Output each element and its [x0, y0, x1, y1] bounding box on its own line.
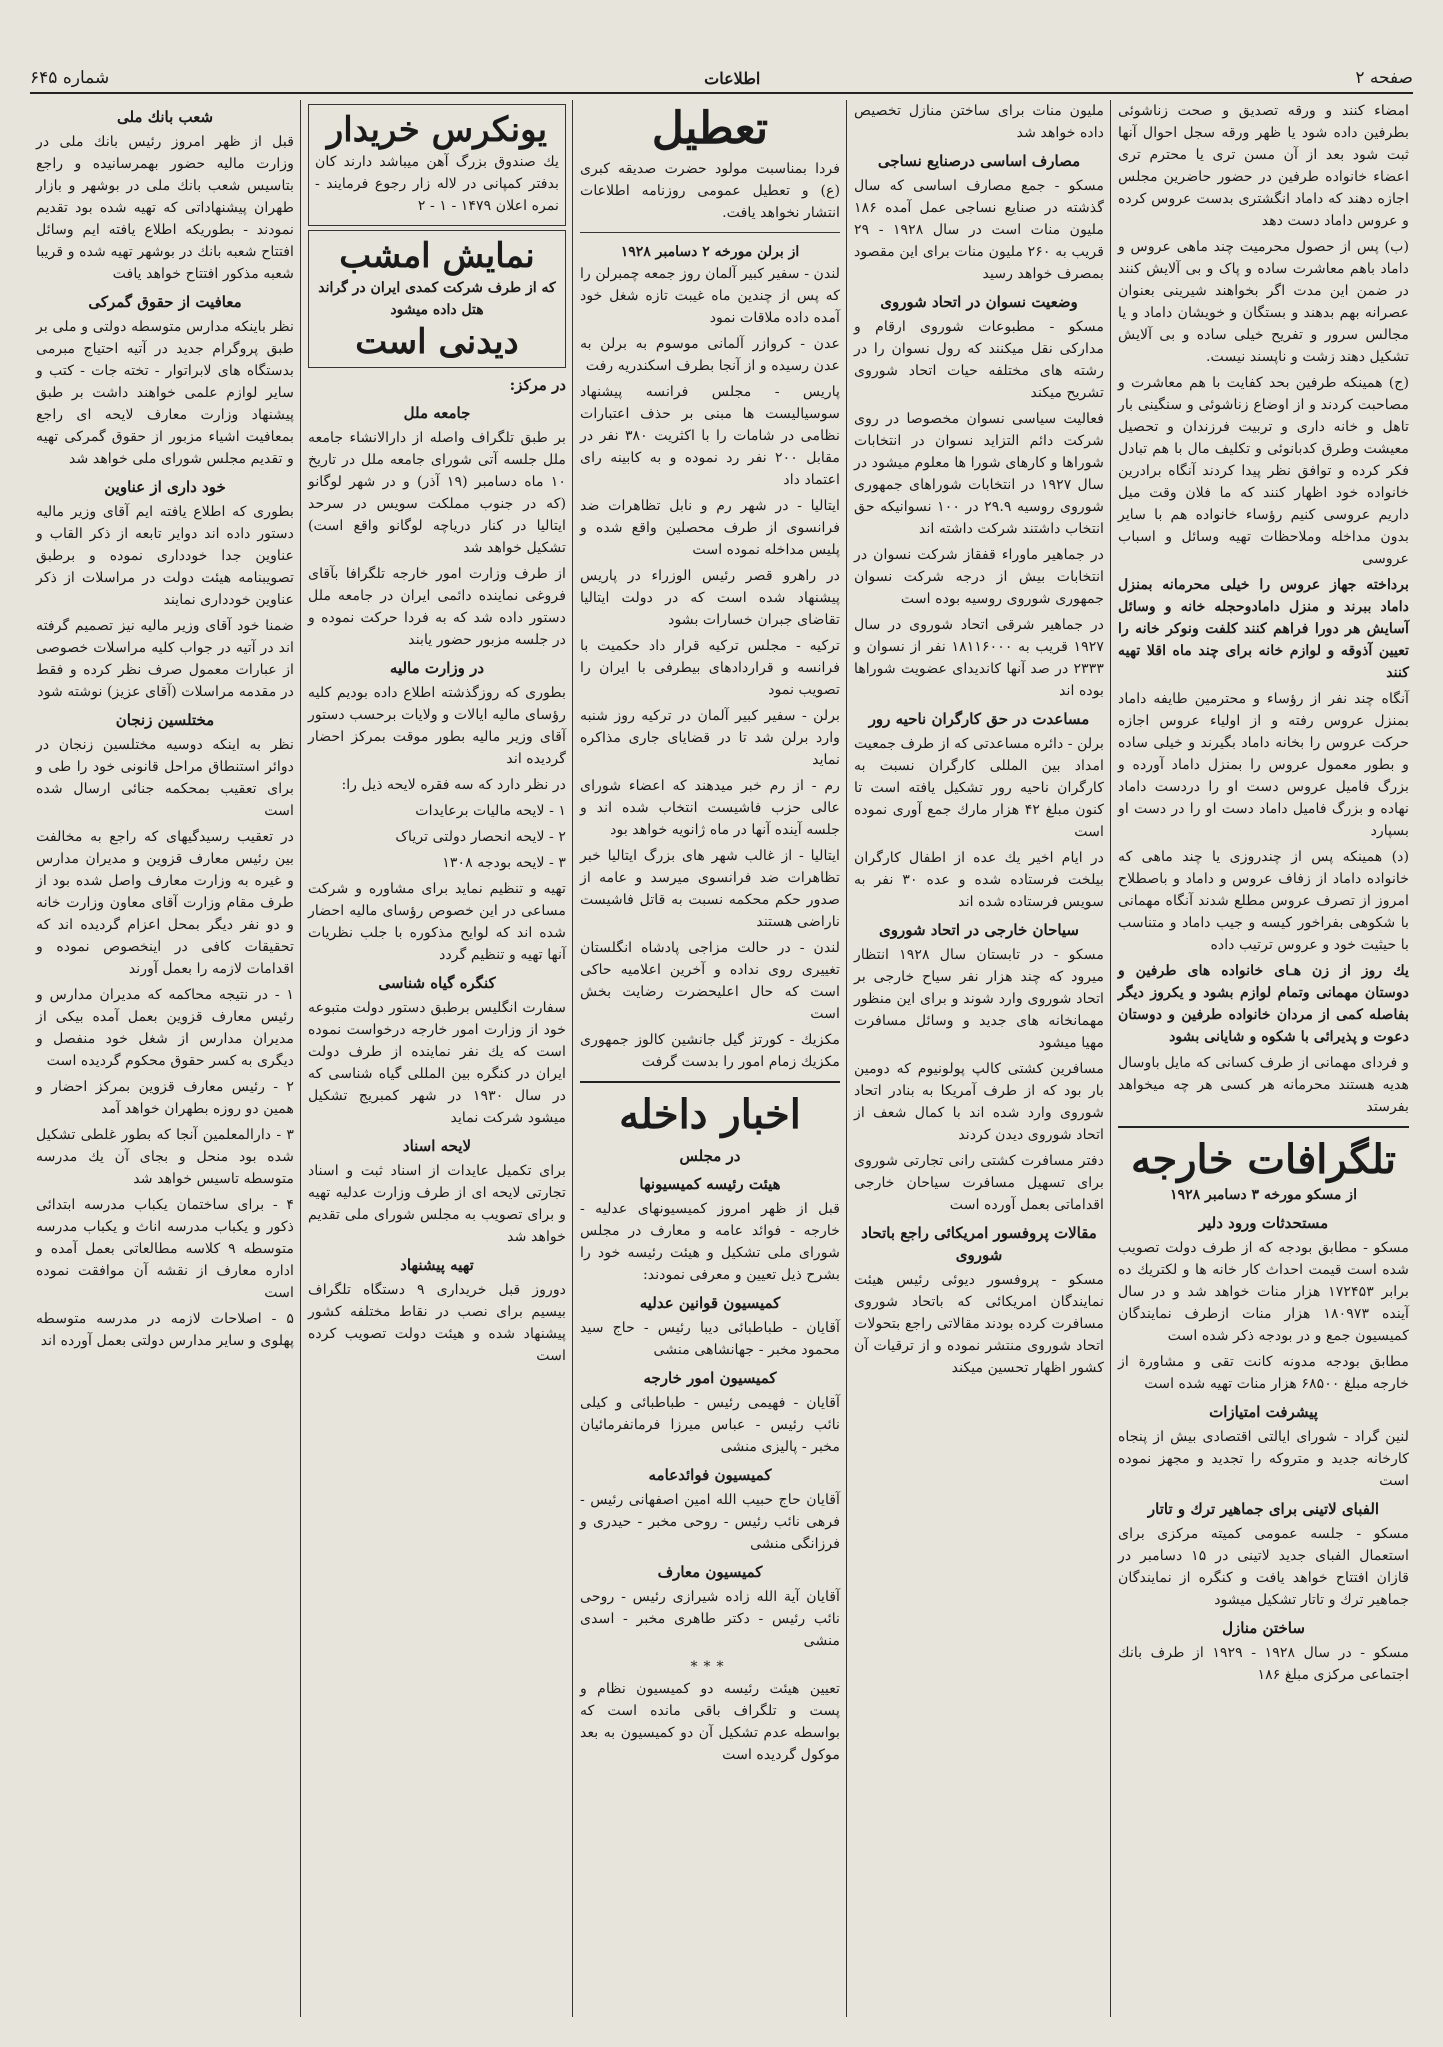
issue-number: شماره ۶۴۵	[30, 68, 110, 88]
article-paragraph: و فردای مهمانی از طرف کسانی که مایل باوسال هدیه هستند محرمانه هر کسی هر چه میخواهد بفرستد	[1118, 1055, 1409, 1115]
article-paragraph: ایتالیا - در شهر رم و نابل تظاهرات ضد فرانسوی از طرف محصلین واقع شده و پلیس مداخله نموده است	[580, 498, 840, 558]
article-paragraph: بطوری که اطلاع یافته ایم آقای وزیر مالیه دستور داده اند دوایر تابعه از ذکر القاب و عناوین جدا خودداری نموده و برطبق تصویبنامه هیئت دولت در مراسلات از ذکر عناوین خودداری نمایند	[36, 504, 294, 608]
article-heading: هیئت رئیسه کمیسیونها	[639, 1175, 781, 1193]
article-paragraph: لندن - سفیر کبیر آلمان روز جمعه چمبرلن را که پس از چندین ماه غیبت تازه شغل خود آمده داده ملاقات نمود	[580, 266, 840, 326]
section-divider	[1118, 1126, 1409, 1128]
article-paragraph: مسکو - در تابستان سال ۱۹۲۸ انتظار میرود که چند هزار نفر سیاح خارجی بر اتحاد شوروی وارد شوند و برای این منظور مهمانخانه های جدید و وسائل مسافرت مهیا میشود	[854, 947, 1104, 1051]
article-paragraph: نظر به اینکه دوسیه مختلسین زنجان در دوائر استنطاق مراحل قانونی خود را طی و برای تعقیب بمحکمه جنائی ارسال شده است	[36, 737, 294, 819]
article-paragraph: مسکو - جمع مصارف اساسی که سال گذشته در صنایع نساجی عمل آمده ۱۸۶ ملیون منات است در سال ۱۹۲۸ - ۲۹ قریب به ۲۶۰ ملیون منات برای این مقصود بمصرف خواهد رسید	[854, 178, 1104, 282]
article-paragraph: در تعقیب رسیدگیهای که راجع به مخالفت بین رئیس معارف قزوین و مدیران مدارس و غیره به وزارت معارف واصل شده بود از طرف مقام وزارت آقای معاون وزارت خانه و دو نفر دیگر بمحل اعزام گردیده اند که تحقیقات کافی در اینخصوص نموده و اقدامات لازمه را بعمل آورند	[36, 829, 294, 977]
dateline: از برلن مورخه ۲ دسامبر ۱۹۲۸	[620, 244, 800, 260]
article-paragraph: (ب) پس از حصول محرمیت چند ماهی عروس و داماد باهم معاشرت ساده و پاک و بی آلایش کنند در ضمن این مدت اگر بخواهند شیرینی بعنوان عصرانه بهم بدهند و بستگان و خویشان داماد و یا مجالس سرور و تفریح خیلی ساده و بی آلایش تشکیل دهند زشت و ناپسند نیست.	[1118, 239, 1409, 365]
article-heading: کنگره گیاه شناسی	[378, 974, 496, 992]
page-number: صفحه ۲	[1355, 68, 1413, 88]
column-rule	[300, 100, 301, 2017]
list-item: ۱ - در نتیجه محاکمه که مدیران مدارس و رئیس معارف قزوین بعمل آمده بیکی از مدیران مدارس از شغل خود منفصل و دیگری به کسر حقوق محکوم گردیده است	[36, 987, 294, 1069]
article-paragraph: در جماهیر ماوراء قفقاز شرکت نسوان در انتخابات بیش از درجه شرکت نسوان جمهوری شوروی روسیه بوده است	[854, 547, 1104, 607]
dateline: از مسکو مورخه ۳ دسامبر ۱۹۲۸	[1170, 1187, 1357, 1203]
article-heading: مصارف اساسی درصنایع نساجی	[877, 152, 1081, 170]
article-paragraph: برلن - دائره مساعدتی که از طرف جمعیت امداد بین المللی کارگران نسبت به کارگران ناحیه رور تشکیل یافته است تا کنون مبلغ ۴۲ هزار مارك جمع آوری نموده است	[853, 736, 1105, 840]
column-5	[30, 100, 300, 2017]
closure-title: تعطیل	[651, 103, 769, 154]
article-paragraph: آقایان آیة الله زاده شیرازی رئیس - روحی نائب رئیس - دکتر طاهری مخبر - اسدی منشی	[580, 1589, 840, 1649]
article-paragraph: در راهرو قصر رئیس الوزراء در پاریس پیشنهاد شده است که در دولت ایتالیا تقاضای جبران خسارات بشود	[580, 568, 840, 628]
article-heading: ساختن منازل	[1222, 1619, 1305, 1637]
article-paragraph: در ایام اخیر یك عده از اطفال کارگران بیلخت فرستاده شده و عده ۳۰ نفر به سویس فرستاده شده اند	[854, 850, 1104, 910]
article-heading: وضعیت نسوان در اتحاد شوروی	[880, 293, 1078, 311]
list-item: ۳ - لایحه بودجه ۱۳۰۸	[442, 855, 566, 871]
article-paragraph: در نظر دارد که سه فقره لایحه ذیل را:	[341, 777, 566, 793]
article-heading: معافیت از حقوق گمرکی	[88, 293, 242, 311]
article-heading: تهیه پیشنهاد	[400, 1256, 474, 1274]
article-heading: مقالات پروفسور امریکائی راجع باتحاد شوروی	[861, 1224, 1097, 1264]
article-paragraph: سفارت انگلیس برطبق دستور دولت متبوعه خود از وزارت امور خارجه درخواست نموده است که یك نفر نماینده از طرف دولت ایران در کنگره بین المللی گیاه شناسی که در سال ۱۹۳۰ در شهر کمبریج تشکیل میشود شرکت نماید	[308, 1000, 566, 1126]
article-heading: مستحدثات ورود دلیر	[1198, 1214, 1329, 1232]
section-divider	[580, 1081, 840, 1083]
article-heading: سیاحان خارجی در اتحاد شوروی	[878, 921, 1080, 939]
article-paragraph: تهیه و تنظیم نماید برای مشاوره و شرکت مساعی در این خصوص رؤسای مالیه احضار شده اند که لوایح مذکوره با جلب نظریات آنها تهیه و تنظیم گردد	[308, 881, 566, 963]
ad-title: یونکرس خریدار	[326, 110, 548, 150]
article-heading: کمیسیون امور خارجه	[643, 1369, 777, 1387]
article-paragraph: مسکو - مطابق بودجه که از طرف دولت تصویب شده است قیمت احداث کار خانه ها و لکتریك ده برابر ۱۷۲۴۵۳ هزار منات خواهد شد و در سال آینده ۱۸۰۹۷۳ هزار منات ازطرف نمایندگان کمیسیون جمع و در بودجه ذکر شده است	[1118, 1240, 1410, 1344]
list-item: ۱ - لایحه مالیات برعایدات	[415, 803, 566, 819]
article-paragraph: دفتر مسافرت کشتی رانی تجارتی شوروی برای تسهیل مسافرت سیاحان خارجی اقداماتی بعمل آورده است	[854, 1153, 1104, 1213]
article-paragraph: رم - از رم خبر میدهند که اعضاء شورای عالی حزب فاشیست انتخاب شده اند و جلسه آینده آنها در ماه ژانویه خواهد بود	[580, 778, 840, 838]
domestic-news-title: اخبار داخله	[619, 1091, 801, 1138]
article-heading: مساعدت در حق کارگران ناحیه رور	[868, 710, 1090, 728]
column-1	[1112, 100, 1415, 2017]
list-item: ۵ - اصلاحات لازمه در مدرسه متوسطه پهلوی و سایر مدارس دولتی بعمل آورده اند	[36, 1311, 294, 1349]
column-3	[574, 100, 846, 2017]
list-item: ۴ - برای ساختمان یکباب مدرسه ابتدائی ذکور و یکباب مدرسه اناث و یکباب مدرسه متوسطه ۹ کلاسه مطالعاتی بعمل آمده و اداره معارف از نقشه آن موافقت نموده است	[36, 1197, 294, 1301]
article-paragraph: بر طبق تلگراف واصله از دارالانشاء جامعه ملل جلسه آتی شورای جامعه ملل در تاریخ ۱۰ ماه دسامبر (۱۹ آذر) و در شهر لوگانو (که در جنوب مملکت سویس در سرحد ایتالیا در کنار دریاچه لوگانو واقع است) تشکیل خواهد شد	[308, 430, 566, 556]
article-paragraph-bold: یك روز از زن هـای خانواده های طرفین و دوستان مهمانی وتمام لوازم بشود و یکروز دیگر بفاصله کمی از مردان خانواده طرفین و دوستان دعوت و پذیرائی با شکوه و شایانی بشود	[1118, 963, 1409, 1045]
article-paragraph: ترکیه - مجلس ترکیه قرار داد حکمیت با فرانسه و قراردادهای بیطرفی با ایران را تصویب نمود	[580, 638, 840, 698]
article-paragraph: (د) همینکه پس از چندروزی یا چند ماهی که خانواده داماد از زفاف عروس و داماد و باصطلاح امروز از تصرف عروس مطلع شدند آنگاه مهمانی با شکوهی بفراخور کیسه و جیب داماد و متناسب با حیثیت خود و عروس ترتیب داده	[1118, 849, 1409, 953]
article-paragraph: فعالیت سیاسی نسوان مخصوصا در روی شرکت دائم التزاید نسوان در انتخابات شوراها و کارهای شورا ها معلوم میشود در سال ۱۹۲۷ در انتخابات شوراهای جمهوری شوروی روسیه ۲۹.۹ در ۱۰۰ نسوانیکه حق انتخاب داشتند شرکت داشته اند	[854, 411, 1104, 537]
section-label: در مرکز:	[509, 376, 566, 394]
list-item: ۲ - لایحه انحصار دولتی تریاک	[395, 829, 566, 845]
article-paragraph: لندن - در حالت مزاجی پادشاه انگلستان تغییری روی نداده و آخرین اعلامیه حاکی است که حال اعلیحضرت رضایت بخش است	[580, 940, 840, 1022]
article-paragraph: آقایان - فهیمی رئیس - طباطبائی و کیلی نائب رئیس - عباس میرزا فرمانفرمائیان مخبر - پالیزی منشی	[580, 1395, 840, 1455]
article-paragraph: ایتالیا - از غالب شهر های بزرگ ایتالیا خبر تظاهرات ضد فرانسوی میرسد و عامه از صدور حکم محکمه نسبت به قاتل فاشیست ناراضی هستند	[580, 848, 840, 930]
column-2	[848, 100, 1110, 2017]
paper-name: اطلاعات	[704, 68, 761, 88]
article-paragraph: مطابق بودجه مدونه کانت تقی و مشاورة از خارجه مبلغ ۶۸۵۰۰ هزار منات تهیه شده است	[1118, 1354, 1409, 1392]
article-paragraph: (ج) همینکه طرفین بحد کفایت با هم معاشرت و مصاحبت کردند و از اوضاع زناشوئی و سنگینی بار تاهل و خانه داری و تربیت فرزندان و تحصیل معیشت وطرق کدبانوئی و تکلیف مال با هم تبادل فکر کرده و توافق نظر پیدا کردند آنگاه برادرین خانواده خود اظهار کنند که ما فلان وقت میل داریم عروسی کنیم رؤساء خانواده هم با سایر بدون مداخله وملاحظات تهیه وسائل و اسباب عروسی	[1118, 375, 1409, 567]
article-paragraph: مسکو - پروفسور دیوئی رئیس هیئت نمایندگان امریکائی که باتحاد شوروی مسافرت کرده بودند مقالاتی راجع بتحولات اتحاد شوروی منتشر نموده و از ترقیات آن کشور اظهار تحسین میکند	[854, 1272, 1104, 1376]
list-item: ۳ - دارالمعلمین آنجا که بطور غلطی تشکیل شده بود منحل و بجای آن یك مدرسه متوسطه تاسیس خواهد شد	[36, 1127, 294, 1187]
article-paragraph: دوروز قبل خریداری ۹ دستگاه تلگراف بیسیم برای نصب در نقاط مختلفه کشور پیشنهاد شده و هیئت دولت تصویب کرده است	[308, 1282, 566, 1364]
article-heading: کمیسیون معارف	[657, 1563, 763, 1581]
separator-stars: ***	[690, 1659, 730, 1675]
show-advertisement	[308, 230, 566, 368]
article-paragraph: قبل از ظهر امروز رئیس بانك ملی در وزارت مالیه حضور بهمرسانیده و راجع بتاسیس شعب بانك ملی در بوشهر و بازار طهران پیشنهاداتی که تهیه شده بود تقدیم نمودند - بطوریکه اطلاع یافته ایم وسائل افتتاح شعبه بانك در بوشهر تهیه شده و قریبا شعبه مذکور افتتاح خواهد یافت	[36, 134, 294, 282]
article-paragraph: ملیون منات برای ساختن منازل تخصیص داده خواهد شد	[854, 103, 1104, 141]
article-heading: شعب بانك ملی	[116, 108, 214, 126]
article-heading: لایحه اسناد	[402, 1137, 472, 1155]
column-rule	[846, 100, 847, 2017]
list-item: ۲ - رئیس معارف قزوین بمرکز احضار و همین دو روزه بطهران خواهد آمد	[36, 1079, 294, 1117]
article-paragraph: برلن - سفیر کبیر آلمان در ترکیه روز شنبه وارد برلن شد تا در قضایای جاری مذاکره نماید	[580, 708, 840, 768]
section-divider	[580, 232, 840, 233]
article-paragraph: مکزیك - کورتز گیل جانشین کالوز جمهوری مکزیك زمام امور را بدست گرفت	[580, 1032, 840, 1070]
article-paragraph: نظر باینکه مدارس متوسطه دولتی و ملی بر طبق پروگرام جدید در آتیه احتیاج مبرمی بدستگاه های لابراتوار - تخته جات - کتب و سایر لوازم علمی خواهند داشت بر طبق پیشنهاد وزارت معارف لایحه ای راجع بمعافیت اشیاء مزبور از حقوق گمرکی تهیه و تقدیم مجلس شورای ملی خواهد شد	[36, 319, 294, 467]
article-paragraph: عدن - کروازر آلمانی موسوم به برلن به عدن رسیده و از آنجا بطرف اسکندریه رفت	[580, 336, 840, 374]
article-paragraph: مسکو - مطبوعات شوروی ارقام و مدارکی نقل میکنند که رول نسوان را در رشته های مختلفه حیات اتحاد شوروی تشریح میکند	[854, 319, 1104, 401]
article-heading: مختلسین زنجان	[115, 711, 215, 729]
article-heading: کمیسیون فوائدعامه	[648, 1466, 772, 1484]
article-paragraph: آنگاه چند نفر از رؤساء و محترمین طایفه داماد بمنزل عروس رفته و از اولیاء عروس اجازه حرکت عروس را بخانه داماد بگیرند و خیلی ساده و بطور معمول عروس را بمنزل داماد آورده و بزرگ فامیل عروس دست او را دردست داماد نهاده و بزرگ فامیل داماد دست او را در دست او بسپارد	[1118, 691, 1409, 839]
article-paragraph: ضمنا خود آقای وزیر مالیه نیز تصمیم گرفته اند در آتیه در جواب کلیه مراسلات خصوصی از عبارات معمول صرف نظر کرده و فقط در مقدمه مراسلات (آقای عزیز) نوشته شود	[36, 618, 294, 700]
article-paragraph: فردا بمناسبت مولود حضرت صدیقه کبری (ع) و تعطیل عمومی روزنامه اطلاعات انتشار نخواهد یافت.	[580, 161, 840, 221]
ad-text: یك صندوق بزرگ آهن میباشد دارند کان بدفتر کمپانی در لاله زار رجوع فرمایند - نمره اعلان ۱۴۷۹ - ۱ - ۲	[315, 154, 559, 214]
section-label: در مجلس	[679, 1147, 741, 1165]
column-4	[302, 100, 572, 2017]
article-paragraph: بطوری که روزگذشته اطلاع داده بودیم کلیه رؤسای مالیه ایالات و ولایات برحسب دستور آقای وزیر مالیه بطور موقت بمرکز احضار گردیده اند	[308, 685, 566, 767]
article-paragraph-bold: برداخته جهاز عروس را خیلی محرمانه بمنزل داماد ببرند و منزل دامادوحجله خانه و وسائل آسایش هر دورا فراهم کنند کلفت ونوکر خانه را تعیین آذوقه و لوازم خانه برای چند ماه اقلا تهیه کنند	[1118, 577, 1409, 681]
article-paragraph: پاریس - مجلس فرانسه پیشنهاد سوسیالیست ها مبنی بر حذف اعتبارات نظامی در شامات را با اکثریت ۳۸۰ نفر در مقابل ۲۰۰ نفر رد نموده و به کابینه رای اعتماد داد	[580, 384, 840, 488]
show-subtitle: که از طرف شرکت کمدی ایران در گراند هتل داده میشود	[318, 280, 556, 318]
article-heading: خود داری از عناوین	[104, 478, 226, 496]
article-paragraph: تعیین هیئت رئیسه دو کمیسیون نظام و پست و تلگراف باقی مانده است که بواسطه عدم تشکیل آن دو کمیسیون به بعد موکول گردیده است	[580, 1681, 840, 1763]
article-heading: الفبای لاتینی برای جماهیر ترك و تاتار	[1147, 1500, 1380, 1518]
masthead	[30, 64, 1413, 94]
advertisement-box	[308, 104, 566, 226]
article-heading: جامعه ملل	[403, 404, 471, 422]
article-paragraph: مسکو - در سال ۱۹۲۸ - ۱۹۲۹ از طرف بانك اجتماعی مرکزی مبلغ ۱۸۶	[1118, 1645, 1409, 1683]
article-paragraph: آقایان حاج حبیب الله امین اصفهانی رئیس - فرهی نائب رئیس - روحی مخبر - حیدری و فرزانگی منشی	[580, 1492, 840, 1552]
article-paragraph: مسکو - جلسه عمومی کمیته مرکزی برای استعمال الفبای جدید لاتینی در ۱۵ دسامبر در قازان افتتاح خواهد یافت و کنگره از نمایندگان جماهیر ترك و تاتار تشکیل میشود	[1118, 1526, 1409, 1608]
article-heading: پیشرفت امتیازات	[1209, 1403, 1318, 1421]
show-title: نمایش امشب	[339, 236, 535, 276]
article-paragraph: آقایان - طباطبائی دیبا رئیس - حاج سید محمود مخبر - جهانشاهی منشی	[580, 1320, 840, 1358]
article-paragraph: امضاء کنند و ورقه تصدیق و صحت زناشوئی بطرفین داده شود یا ظهر ورقه سجل احوال آنها ثبت شود بعد از آن مسن تری یا محترم تری اعضاء خانواده طرفین در حضور حاضرین مجلس اجازه دهند که داماد انگشتری بدست عروس کرده و عروس داماد دست دهد	[1118, 103, 1409, 229]
article-paragraph: لنین گراد - شورای ایالتی اقتصادی بیش از پنجاه کارخانه جدید و متروکه را تجدید و مجهز نموده است	[1118, 1429, 1409, 1489]
article-paragraph: برای تکمیل عایدات از اسناد ثبت و اسناد تجارتی لایحه ای از طرف وزارت عدلیه تهیه و برای تصویب به مجلس شورای ملی تقدیم خواهد شد	[308, 1163, 566, 1245]
article-paragraph: قبل از ظهر امروز کمیسیونهای عدلیه - خارجه - فوائد عامه و معارف در مجلس شورای ملی تشکیل و هیئت رئیسه خود را بشرح ذیل تعیین و معرفی نمودند:	[580, 1201, 840, 1283]
foreign-telegrams-title: تلگرافات خارجه	[1131, 1136, 1396, 1183]
article-paragraph: از طرف وزارت امور خارجه تلگرافا بآقای فروغی نماینده دائمی ایران در جامعه ملل دستور داده شد که به فردا حرکت نموده و در جلسه مزبور حضور یابند	[308, 566, 566, 648]
article-paragraph: در جماهیر شرقی اتحاد شوروی در سال ۱۹۲۷ قریب به ۱۸۱۱۶۰۰۰ نفر از نسوان و ۲۳۳۳ در صد آنها کاندیدای عضویت شوراها بوده اند	[854, 617, 1105, 699]
show-tagline: دیدنی است	[355, 322, 519, 362]
column-rule	[572, 100, 573, 2017]
column-rule	[1110, 100, 1111, 2017]
article-paragraph: مسافرین کشتی کالپ پولونیوم که دومین بار بود که از طرف آمریکا به بنادر اتحاد شوروی وارد شده اند با کمال شعف از اتحاد شوروی دیدن کردند	[854, 1061, 1104, 1143]
article-heading: کمیسیون قوانین عدلیه	[639, 1294, 781, 1312]
article-heading: در وزارت مالیه	[389, 659, 485, 677]
